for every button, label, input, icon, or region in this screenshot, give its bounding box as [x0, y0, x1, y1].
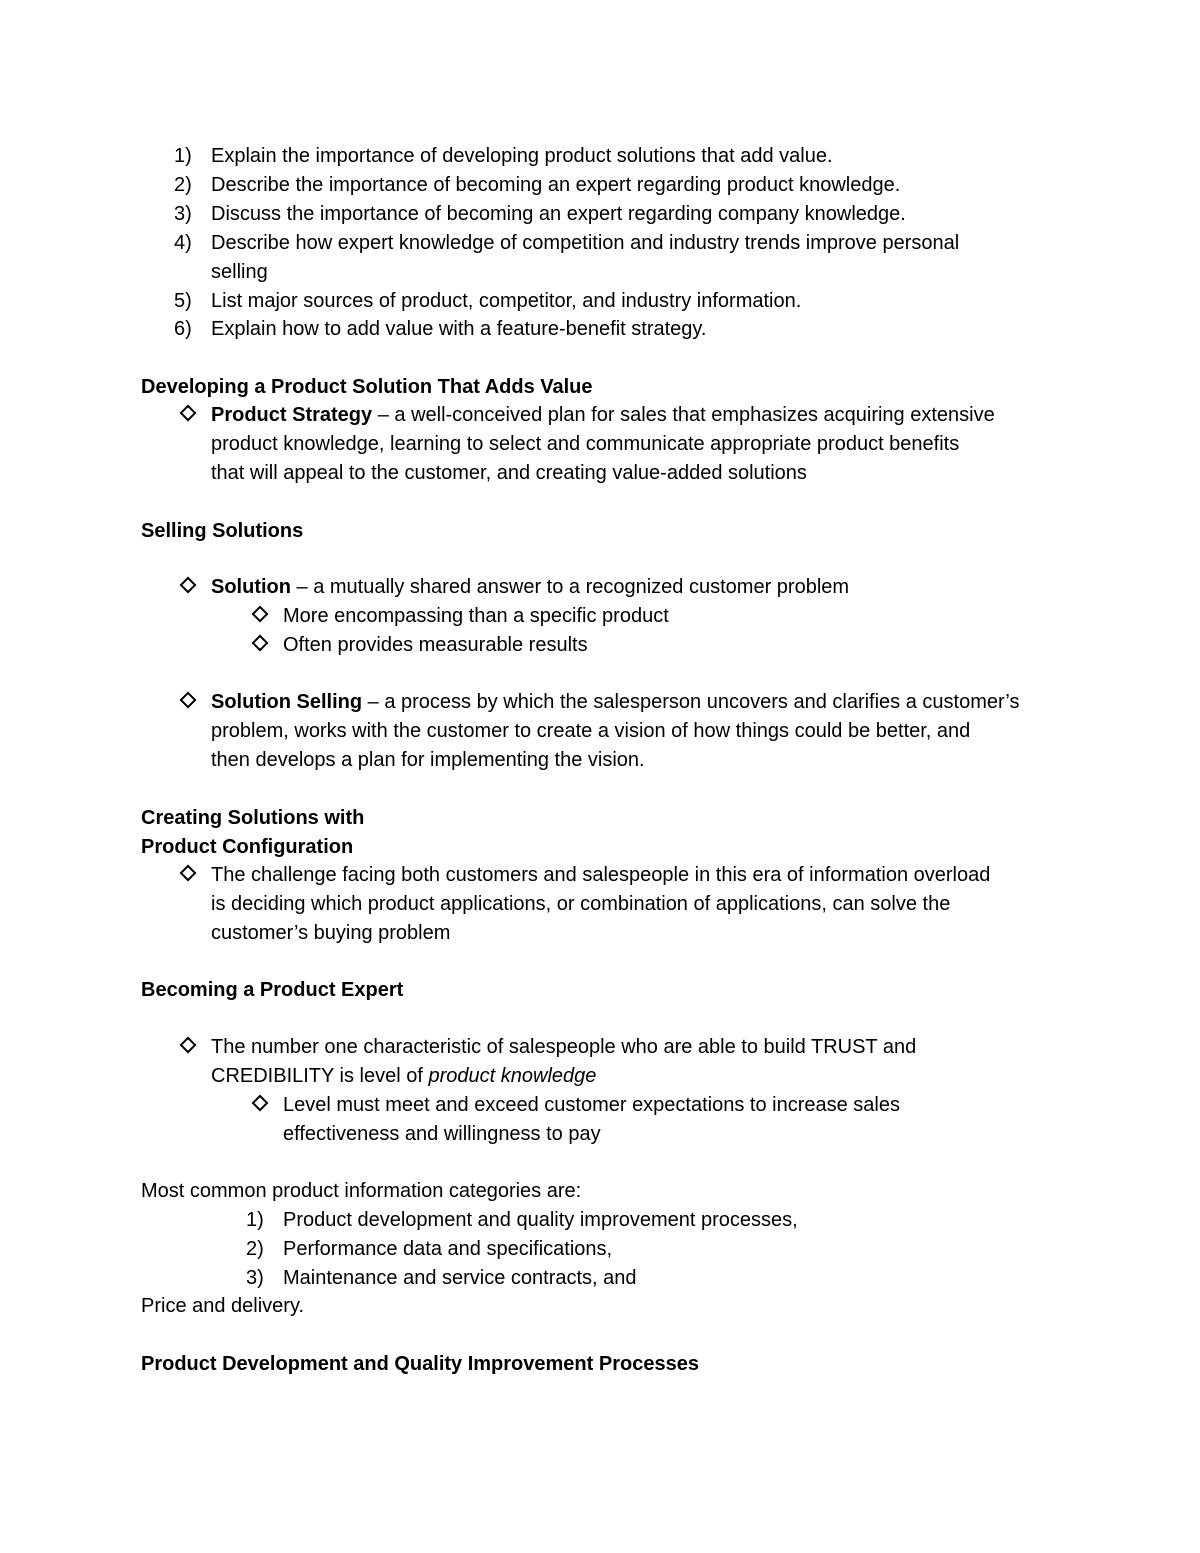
objective-number: 6)	[174, 318, 192, 340]
bullet-term: Product Strategy	[211, 404, 373, 426]
objective-number: 1)	[174, 145, 192, 167]
sub-bullet-line: Often provides measurable results	[283, 634, 588, 656]
bullet-line: The number one characteristic of salespeople who are able to build TRUST and	[211, 1036, 917, 1058]
bullet-line-continued: is deciding which product applications, or combination of applications, can solve the	[211, 893, 951, 915]
bullet-line: The challenge facing both customers and salespeople in this era of information overload	[211, 864, 991, 886]
diamond-bullet-icon	[180, 692, 197, 709]
objective-text: Discuss the importance of becoming an expert regarding company knowledge.	[211, 203, 906, 225]
objective-number: 5)	[174, 290, 192, 312]
list-number: 3)	[246, 1267, 264, 1289]
bullet-line-continued: that will appeal to the customer, and creating value-added solutions	[211, 462, 807, 484]
bullet-line	[211, 573, 849, 602]
diamond-bullet-icon	[180, 405, 197, 422]
bullet-line-continued: then develops a plan for implementing the vision.	[211, 749, 645, 771]
sub-bullet-line-continued: effectiveness and willingness to pay	[283, 1123, 601, 1145]
objective-text-continued: selling	[211, 261, 268, 283]
section-heading: Creating Solutions with	[141, 807, 365, 829]
bullet-line-continued: customer’s buying problem	[211, 922, 451, 944]
diamond-bullet-icon	[180, 577, 197, 594]
list-item-text: Product development and quality improvement processes,	[283, 1209, 798, 1231]
bullet-plain-text: CREDIBILITY is level of	[211, 1065, 429, 1087]
list-item-text: Performance data and specifications,	[283, 1238, 613, 1260]
section-heading: Product Development and Quality Improvement Processes	[141, 1353, 699, 1375]
bullet-line-continued	[211, 1062, 596, 1091]
objective-text: Explain how to add value with a feature-benefit strategy.	[211, 318, 707, 340]
paragraph-intro: Most common product information categories are:	[141, 1180, 582, 1202]
objective-text: List major sources of product, competitor, and industry information.	[211, 290, 802, 312]
paragraph-text: Price and delivery.	[141, 1295, 305, 1317]
sub-bullet-line: More encompassing than a specific product	[283, 605, 669, 627]
list-number: 2)	[246, 1238, 264, 1260]
objective-text: Explain the importance of developing product solutions that add value.	[211, 145, 833, 167]
bullet-definition: – a mutually shared answer to a recognized customer problem	[290, 576, 850, 598]
diamond-bullet-icon	[180, 865, 197, 882]
diamond-bullet-icon	[252, 1095, 269, 1112]
sub-bullet-line: Level must meet and exceed customer expectations to increase sales	[283, 1094, 900, 1116]
bullet-line	[211, 401, 995, 430]
bullet-line-continued: problem, works with the customer to create a vision of how things could be better, and	[211, 720, 971, 742]
diamond-bullet-icon	[252, 635, 269, 652]
bullet-definition: – a well-conceived plan for sales that emphasizes acquiring extensive	[372, 404, 995, 426]
bullet-term: Solution Selling	[211, 691, 363, 713]
diamond-bullet-icon	[252, 606, 269, 623]
objective-text: Describe the importance of becoming an expert regarding product knowledge.	[211, 174, 901, 196]
section-heading: Developing a Product Solution That Adds Value	[141, 376, 593, 398]
section-heading: Becoming a Product Expert	[141, 979, 404, 1001]
bullet-definition: – a process by which the salesperson uncovers and clarifies a customer’s	[362, 691, 1020, 713]
list-item-text: Maintenance and service contracts, and	[283, 1267, 637, 1289]
objective-text: Describe how expert knowledge of competition and industry trends improve personal	[211, 232, 960, 254]
list-number: 1)	[246, 1209, 264, 1231]
bullet-term: Solution	[211, 576, 291, 598]
bullet-italic-text: product knowledge	[428, 1065, 597, 1087]
section-heading: Product Configuration	[141, 836, 354, 858]
section-heading: Selling Solutions	[141, 520, 304, 542]
bullet-line	[211, 688, 1019, 717]
objective-number: 3)	[174, 203, 192, 225]
diamond-bullet-icon	[180, 1037, 197, 1054]
objective-number: 4)	[174, 232, 192, 254]
bullet-line-continued: product knowledge, learning to select and communicate appropriate product benefits	[211, 433, 960, 455]
objective-number: 2)	[174, 174, 192, 196]
